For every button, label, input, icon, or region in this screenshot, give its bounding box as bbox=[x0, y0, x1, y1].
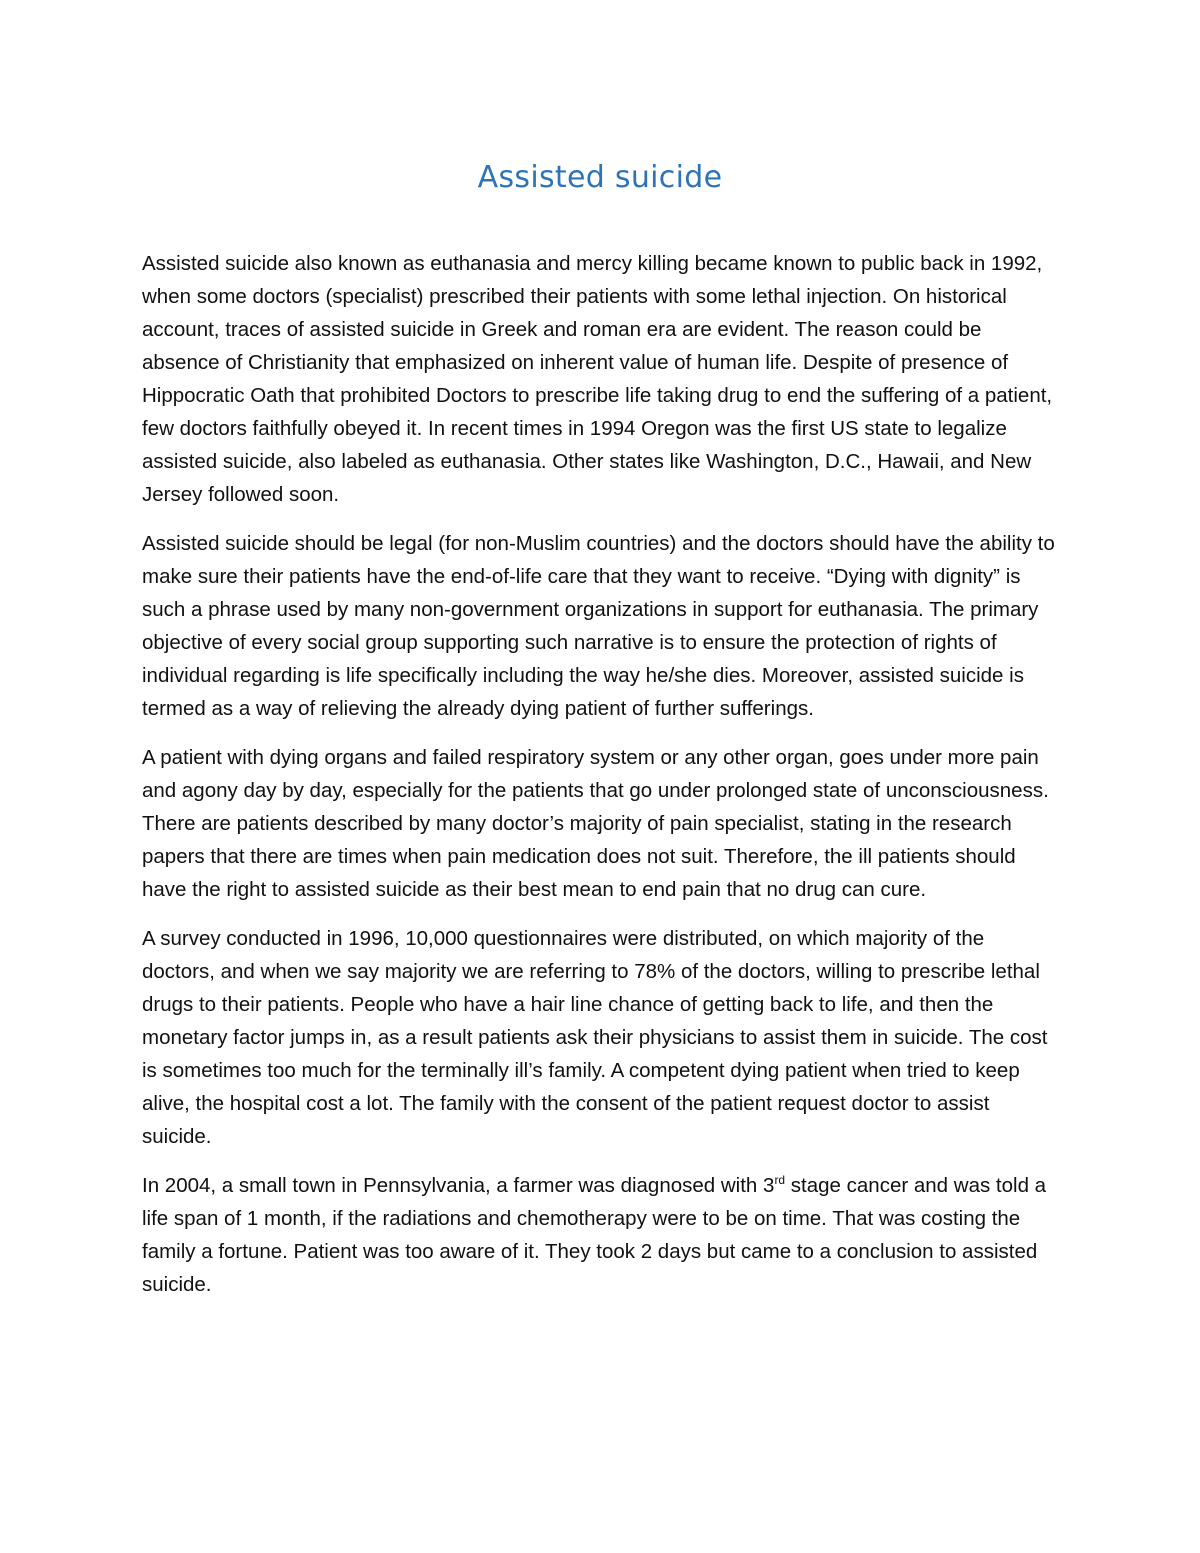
document-title: Assisted suicide bbox=[477, 160, 723, 195]
paragraph-5-text-start: In 2004, a small town in Pennsylvania, a farmer was diagnosed with 3 bbox=[142, 1174, 775, 1197]
paragraph-3: A patient with dying organs and failed respiratory system or any other organ, goes under more pain and agony day by day, especially for the patients that go under prolonged state of unconsciousness. There are patients described by many doctor’s majority of pain specialist, stating in the research papers that there are times when pain medication does not suit. Therefore, the ill patients should have the right to assisted suicide as their best mean to end pain that no drug can cure. bbox=[142, 746, 1049, 901]
paragraph-2: Assisted suicide should be legal (for non-Muslim countries) and the doctors should have the ability to make sure their patients have the end-of-life care that they want to receive. “Dying with dignity” is such a phrase used by many non-government organizations in support for euthanasia. The primary objective of every social group supporting such narrative is to ensure the protection of rights of individual regarding is life specifically including the way he/she dies. Moreover, assisted suicide is termed as a way of relieving the already dying patient of further sufferings. bbox=[142, 532, 1055, 720]
paragraph-1: Assisted suicide also known as euthanasia and mercy killing became known to public back in 1992, when some doctors (specialist) prescribed their patients with some lethal injection. On historical account, traces of assisted suicide in Greek and roman era are evident. The reason could be absence of Christianity that emphasized on inherent value of human life. Despite of presence of Hippocratic Oath that prohibited Doctors to prescribe life taking drug to end the suffering of a patient, few doctors faithfully obeyed it. In recent times in 1994 Oregon was the first US state to legalize assisted suicide, also labeled as euthanasia. Other states like Washington, D.C., Hawaii, and New Jersey followed soon. bbox=[142, 252, 1053, 506]
paragraph-5-text-end: stage cancer and was told a life span of 1 month, if the radiations and chemotherapy were to be on time. That was costing the family a fortune. Patient was too aware of it. They took 2 days but came to a conclusion to assisted suicide. bbox=[142, 1174, 1047, 1296]
paragraph-5 bbox=[142, 1169, 1062, 1301]
document-body bbox=[142, 247, 1062, 1317]
paragraph-4: A survey conducted in 1996, 10,000 questionnaires were distributed, on which majority of the doctors, and when we say majority we are referring to 78% of the doctors, willing to prescribe lethal drugs to their patients. People who have a hair line chance of getting back to life, and then the monetary factor jumps in, as a result patients ask their physicians to assist them in suicide. The cost is sometimes too much for the terminally ill’s family. A competent dying patient when tried to keep alive, the hospital cost a lot. The family with the consent of the patient request doctor to assist suicide. bbox=[142, 927, 1048, 1148]
ordinal-superscript: rd bbox=[774, 1173, 786, 1188]
